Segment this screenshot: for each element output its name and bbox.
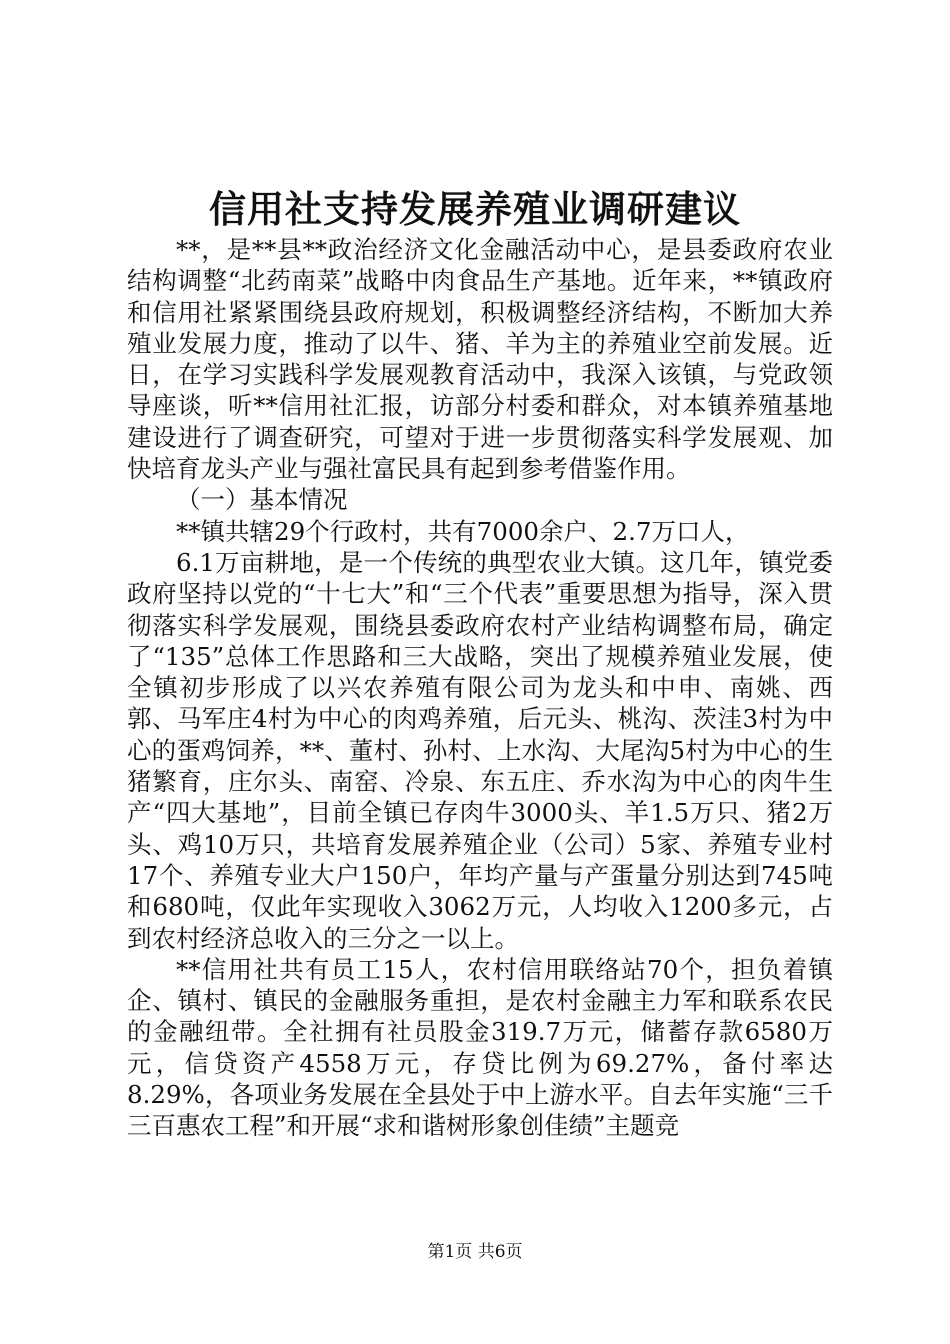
page-footer: 第1页 共6页	[427, 1242, 523, 1262]
paragraph-credit-union: **信用社共有员工15人，农村信用联络站70个，担负着镇企、镇村、镇民的金融服务重担，是农村金融主力军和联系农民的金融纽带。全社拥有社员股金319.7万元，储蓄存款6580万元，信贷资产4558万元，存贷比例为69.27%，备付率达8.29%，各项业务发展在全县处于中上游水平。自去年实施“三千三百惠农工程”和开展“求和谐树形象创佳绩”主题竞	[127, 954, 833, 1141]
paragraph-intro: **，是**县**政治经济文化金融活动中心，是县委政府农业结构调整“北药南菜”战略中肉食品生产基地。近年来，**镇政府和信用社紧紧围绕县政府规划，积极调整经济结构，不断加大养殖业发展力度，推动了以牛、猪、羊为主的养殖业空前发展。近日，在学习实践科学发展观教育活动中，我深入该镇，与党政领导座谈，听**信用社汇报，访部分村委和群众，对本镇养殖基地建设进行了调查研究，可望对于进一步贯彻落实科学发展观、加快培育龙头产业与强社富民具有起到参考借鉴作用。	[127, 235, 833, 484]
paragraph-town-overview: **镇共辖29个行政村，共有7000余户、2.7万口人，	[176, 516, 750, 546]
section-heading-basic-situation: （一）基本情况	[176, 485, 348, 515]
document-title: 信用社支持发展养殖业调研建议	[209, 187, 741, 231]
document-body	[127, 234, 833, 1142]
paragraph-breeding-bases: 6.1万亩耕地，是一个传统的典型农业大镇。这几年，镇党委政府坚持以党的“十七大”和“三个代表”重要思想为指导，深入贯彻落实科学发展观，围绕县委政府农村产业结构调整布局，确定了“135”总体工作思路和三大战略，突出了规模养殖业发展，使全镇初步形成了以兴农养殖有限公司为龙头和中申、南姚、西郭、马军庄4村为中心的肉鸡养殖，后元头、桃沟、茨洼3村为中心的蛋鸡饲养，**、董村、孙村、上水沟、大尾沟5村为中心的生猪繁育，庄尔头、南窑、冷泉、东五庄、乔水沟为中心的肉牛生产“四大基地”，目前全镇已存肉牛3000头、羊1.5万只、猪2万头、鸡10万只，共培育发展养殖企业（公司）5家、养殖专业村17个、养殖专业大户150户，年均产量与产蛋量分别达到745吨和680吨，仅此年实现收入3062万元，人均收入1200多元，占到农村经济总收入的三分之一以上。	[127, 547, 833, 953]
